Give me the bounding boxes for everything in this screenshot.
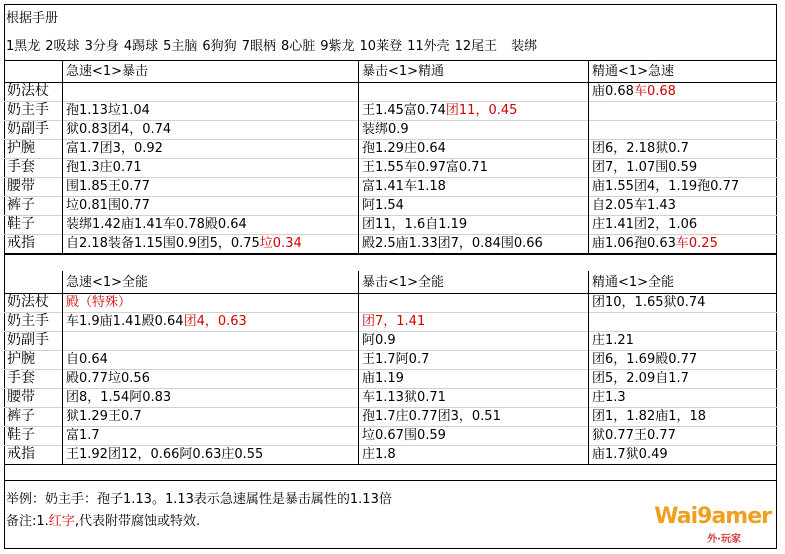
data-cell	[66, 351, 356, 368]
cell-value: 团11，1.6自1.19	[362, 217, 468, 232]
column-header: 急速<1>全能	[66, 275, 149, 290]
data-cell	[362, 389, 586, 406]
data-cell	[66, 178, 356, 195]
data-cell	[592, 408, 775, 425]
row-label: 戒指	[7, 446, 35, 462]
cell-value: 富1.41车1.18	[362, 179, 446, 194]
row-label: 鞋子	[7, 427, 35, 443]
data-cell	[362, 351, 586, 368]
cell-value: 围1.85王0.77	[66, 179, 150, 194]
data-cell	[592, 370, 775, 387]
legend-item: 11外壳	[407, 39, 450, 54]
watermark-sub: 外·玩家	[707, 534, 741, 545]
cell-value: 团1，1.82庙1，18	[592, 409, 707, 424]
row-label: 鞋子	[7, 216, 35, 232]
cell-value: 自0.64	[66, 352, 108, 367]
data-cell	[592, 178, 775, 195]
data-cell	[66, 313, 356, 330]
legend-item: 7眼柄	[241, 39, 276, 54]
cell-value: 团6，2.18狱0.7	[592, 141, 689, 156]
special-value: 车0.25	[675, 236, 718, 251]
special-value: 团4，0.63	[183, 314, 247, 329]
cell-value: 庙0.68	[592, 84, 634, 99]
row-divider	[4, 464, 777, 465]
cell-value: 车1.13狱0.71	[362, 390, 446, 405]
column-header: 急速<1>暴击	[66, 64, 149, 79]
data-cell	[66, 140, 356, 157]
example-note: 举例：奶主手：孢子1.13。1.13表示急速属性是暴击属性的1.13倍	[6, 492, 392, 507]
data-cell	[362, 427, 586, 444]
data-cell	[592, 83, 775, 100]
cell-value: 庙1.19	[362, 371, 404, 386]
data-cell	[592, 197, 775, 214]
legend-item: 2吸球	[45, 39, 80, 54]
row-label: 腰带	[7, 389, 35, 405]
column-divider	[358, 60, 359, 253]
remark-note	[6, 510, 200, 529]
data-cell	[66, 408, 356, 425]
data-cell	[592, 427, 775, 444]
cell-value: 团6，1.69殿0.77	[592, 352, 698, 367]
data-cell	[362, 197, 586, 214]
cell-value: 团7，1.07围0.59	[592, 160, 698, 175]
data-cell	[66, 121, 356, 138]
column-divider	[588, 60, 589, 253]
legend-item: 5主脑	[163, 39, 198, 54]
cell-value: 车1.9庙1.41殿0.64	[66, 314, 184, 329]
data-cell	[592, 294, 775, 311]
cell-value: 狱1.29王0.7	[66, 409, 142, 424]
data-cell	[66, 370, 356, 387]
data-cell	[362, 178, 586, 195]
divider-line	[4, 60, 777, 61]
data-cell	[362, 408, 586, 425]
legend-item: 1黑龙	[6, 39, 41, 54]
cell-value: 王1.7阿0.7	[362, 352, 430, 367]
cell-value: 垃0.81围0.77	[66, 198, 150, 213]
special-value: 团11，0.45	[445, 103, 518, 118]
remark-suffix: ,代表附带腐蚀或特效.	[74, 514, 201, 529]
row-label: 腰带	[7, 178, 35, 194]
data-cell	[362, 446, 586, 463]
legend-item: 12尾王	[454, 39, 498, 54]
data-cell	[592, 235, 775, 252]
row-label: 奶主手	[7, 102, 49, 118]
cell-value: 富1.7	[66, 428, 100, 443]
data-cell	[362, 370, 586, 387]
row-label: 奶主手	[7, 313, 49, 329]
cell-value: 团8，1.54阿0.83	[66, 390, 172, 405]
row-label: 护腕	[7, 140, 35, 156]
cell-value: 团5，2.09自1.7	[592, 371, 689, 386]
legend-item: 装绑	[511, 39, 538, 54]
cell-value: 庄1.3	[592, 390, 626, 405]
data-cell	[362, 121, 586, 138]
legend-item: 6狗狗	[202, 39, 237, 54]
cell-value: 庄1.41团2，1.06	[592, 217, 698, 232]
column-divider	[62, 271, 63, 464]
legend-item: 10莱登	[359, 39, 403, 54]
cell-value: 王1.55车0.97富0.71	[362, 160, 488, 175]
cell-value: 孢1.13垃1.04	[66, 103, 150, 118]
boss-legend	[6, 35, 542, 54]
column-header: 精通<1>急速	[592, 64, 675, 79]
row-label: 奶法杖	[7, 294, 49, 310]
data-cell	[66, 102, 356, 119]
cell-value: 团10，1.65狱0.74	[592, 295, 706, 310]
row-label: 奶法杖	[7, 83, 49, 99]
cell-value: 殿2.5庙1.33团7，0.84围0.66	[362, 236, 543, 251]
cell-value: 自2.18装备1.15围0.9团5，0.75	[66, 236, 260, 251]
cell-value: 孢1.7庄0.77团3，0.51	[362, 409, 501, 424]
row-label: 手套	[7, 370, 35, 386]
row-label: 戒指	[7, 235, 35, 251]
legend-item: 3分身	[84, 39, 119, 54]
cell-value: 庙1.7狱0.49	[592, 447, 668, 462]
data-cell	[362, 102, 586, 119]
row-label: 奶副手	[7, 332, 49, 348]
sheet-title: 根据手册	[6, 11, 59, 26]
section-divider	[4, 254, 777, 255]
watermark-main: Wai9amer	[654, 504, 771, 529]
special-value: 殿（特殊）	[66, 295, 132, 310]
cell-value: 阿0.9	[362, 333, 396, 348]
cell-value: 自2.05车1.43	[592, 198, 676, 213]
cell-value: 孢1.29庄0.64	[362, 141, 446, 156]
row-label: 手套	[7, 159, 35, 175]
row-label: 护腕	[7, 351, 35, 367]
data-cell	[592, 332, 775, 349]
cell-value: 庄1.8	[362, 447, 396, 462]
row-label: 裤子	[7, 408, 35, 424]
column-header: 暴击<1>精通	[362, 64, 445, 79]
legend-item: 8心脏	[280, 39, 316, 54]
column-header: 暴击<1>全能	[362, 275, 445, 290]
cell-value: 狱0.77王0.77	[592, 428, 676, 443]
data-cell	[592, 351, 775, 368]
cell-value: 庙1.06孢0.63	[592, 236, 676, 251]
special-value: 垃0.34	[259, 236, 302, 251]
remark-prefix: 备注:1.	[6, 514, 49, 529]
data-cell	[592, 159, 775, 176]
cell-value: 孢1.3庄0.71	[66, 160, 142, 175]
data-cell	[592, 389, 775, 406]
cell-value: 富1.7团3，0.92	[66, 141, 163, 156]
row-label: 奶副手	[7, 121, 49, 137]
column-header: 精通<1>全能	[592, 275, 675, 290]
data-cell	[592, 140, 775, 157]
legend-item: 9紫龙	[320, 39, 355, 54]
data-cell	[66, 216, 356, 233]
data-cell	[362, 235, 586, 252]
cell-value: 狱0.83团4，0.74	[66, 122, 172, 137]
column-divider	[62, 60, 63, 253]
data-cell	[66, 235, 356, 252]
column-divider	[588, 271, 589, 464]
cell-value: 王1.92团12，0.66阿0.63庄0.55	[66, 447, 264, 462]
cell-value: 垃0.67围0.59	[362, 428, 446, 443]
data-cell	[362, 216, 586, 233]
data-cell	[66, 446, 356, 463]
cell-value: 庄1.21	[592, 333, 634, 348]
data-cell	[362, 332, 586, 349]
legend-item: 4踢球	[123, 39, 159, 54]
data-cell	[66, 197, 356, 214]
data-cell	[592, 446, 775, 463]
watermark-logo	[646, 504, 771, 545]
data-cell	[66, 427, 356, 444]
data-cell	[362, 313, 586, 330]
data-cell	[592, 216, 775, 233]
data-cell	[66, 389, 356, 406]
data-cell	[66, 294, 356, 311]
divider-line	[4, 480, 777, 481]
cell-value: 装绑1.42庙1.41车0.78殿0.64	[66, 217, 247, 232]
special-value: 车0.68	[633, 84, 676, 99]
special-value: 团7，1.41	[362, 314, 426, 329]
cell-value: 装绑0.9	[362, 122, 409, 137]
row-label: 裤子	[7, 197, 35, 213]
data-cell	[66, 159, 356, 176]
cell-value: 阿1.54	[362, 198, 404, 213]
column-divider	[358, 271, 359, 464]
data-cell	[362, 159, 586, 176]
cell-value: 庙1.55团4，1.19孢0.77	[592, 179, 740, 194]
cell-value: 王1.45富0.74	[362, 103, 446, 118]
data-cell	[362, 140, 586, 157]
remark-red-text: 红字	[48, 514, 75, 529]
cell-value: 殿0.77垃0.56	[66, 371, 150, 386]
